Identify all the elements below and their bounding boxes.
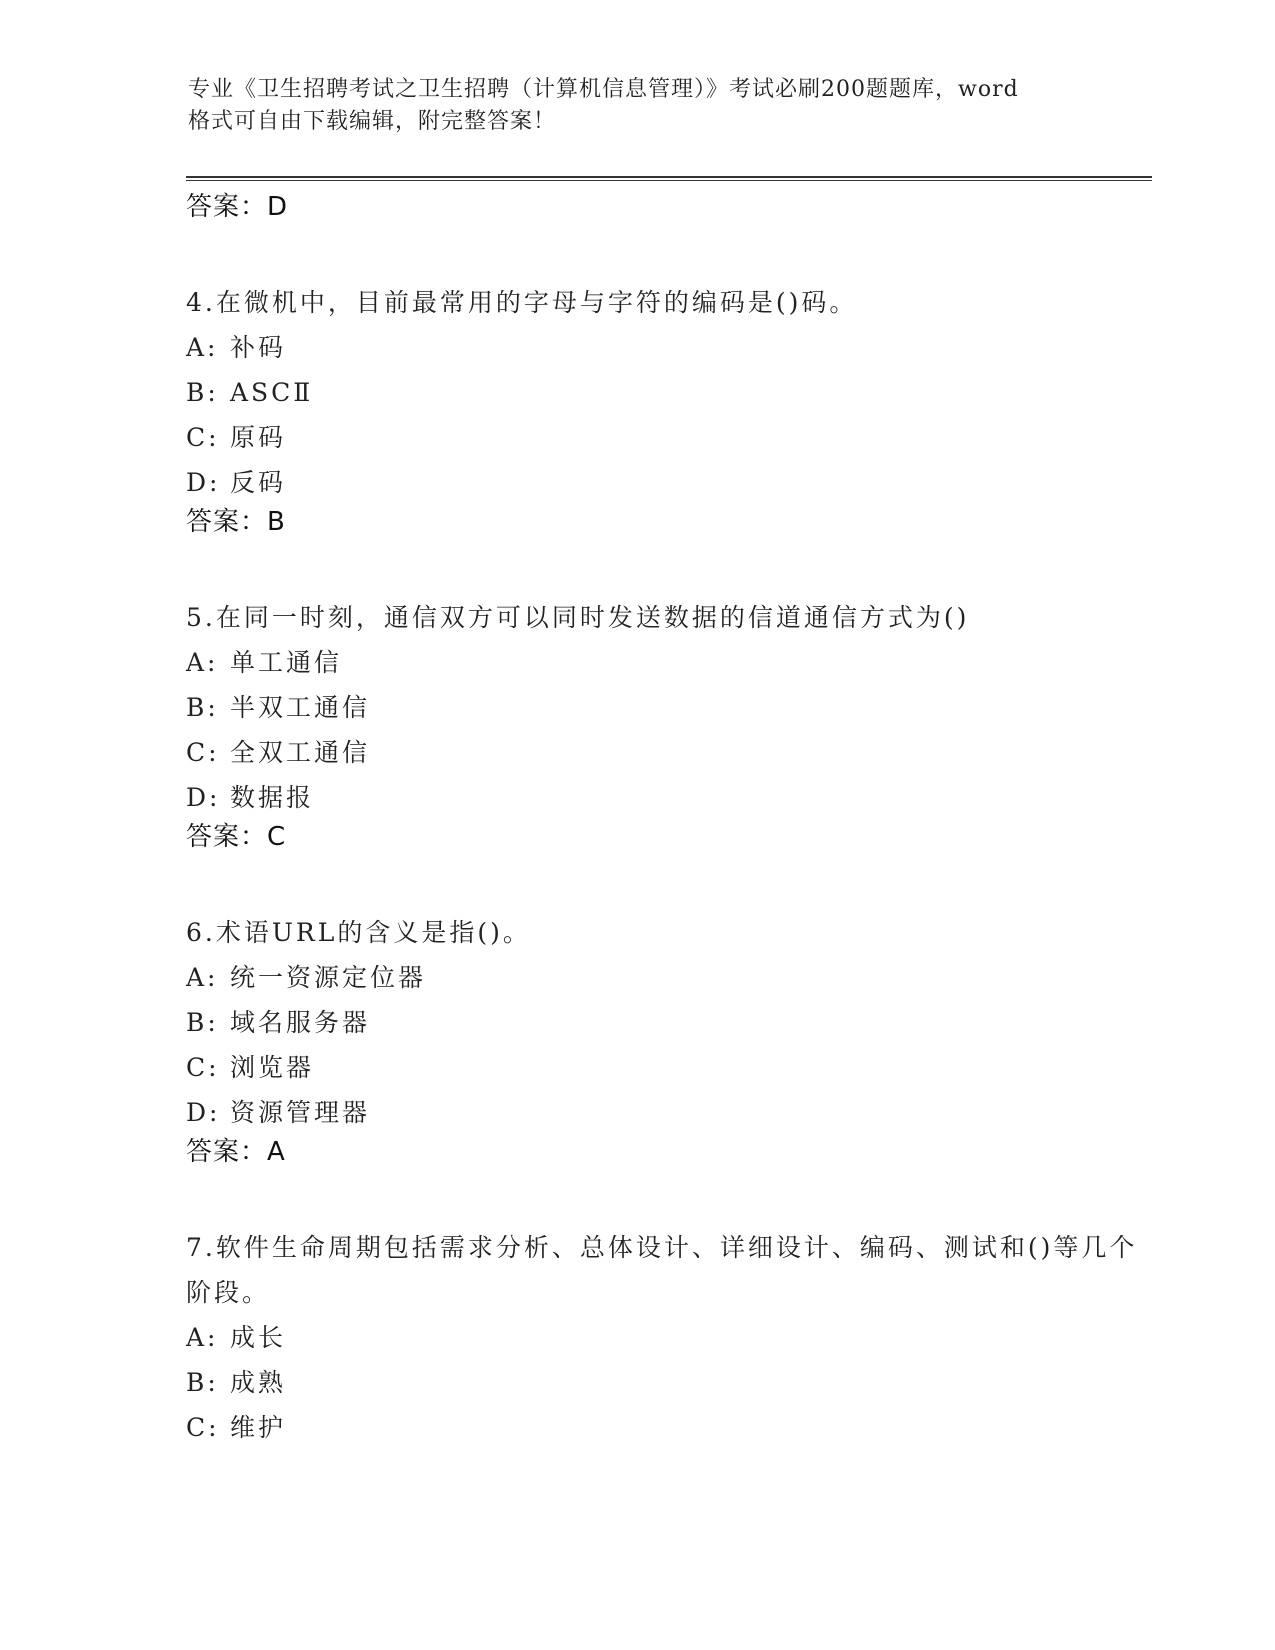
header-divider bbox=[186, 176, 1152, 181]
option-letter: C: bbox=[186, 1413, 220, 1442]
option-text: 成熟 bbox=[230, 1368, 287, 1397]
option-letter: A: bbox=[186, 648, 219, 677]
option-b bbox=[186, 1000, 1146, 1045]
option-a bbox=[186, 325, 1146, 370]
option-letter: A: bbox=[186, 1323, 219, 1352]
option-text: 成长 bbox=[230, 1323, 287, 1352]
option-c bbox=[186, 1405, 1146, 1450]
option-text: 域名服务器 bbox=[230, 1008, 371, 1037]
option-letter: A: bbox=[186, 963, 219, 992]
option-b bbox=[186, 1360, 1146, 1405]
question-4 bbox=[186, 280, 1146, 549]
option-b bbox=[186, 370, 1146, 415]
header-title-line-1: 专业《卫生招聘考试之卫生招聘（计算机信息管理）》考试必刷200题题库，word bbox=[188, 77, 1019, 102]
option-c bbox=[186, 415, 1146, 460]
option-text: 单工通信 bbox=[230, 648, 343, 677]
option-letter: D: bbox=[186, 1098, 221, 1127]
question-text: 7.软件生命周期包括需求分析、总体设计、详细设计、编码、测试和()等几个阶段。 bbox=[186, 1233, 1138, 1307]
option-text: 原码 bbox=[230, 423, 287, 452]
option-letter: C: bbox=[186, 1053, 220, 1082]
option-text: 补码 bbox=[230, 333, 287, 362]
header-title-line-2: 格式可自由下载编辑，附完整答案！ bbox=[188, 109, 557, 134]
option-letter: B: bbox=[186, 1368, 219, 1397]
option-d bbox=[186, 1090, 1146, 1135]
option-letter: A: bbox=[186, 333, 219, 362]
option-letter: D: bbox=[186, 468, 221, 497]
option-letter: B: bbox=[186, 378, 219, 407]
option-text: 半双工通信 bbox=[230, 693, 371, 722]
option-a bbox=[186, 955, 1146, 1000]
option-letter: B: bbox=[186, 693, 219, 722]
question-text: 5.在同一时刻，通信双方可以同时发送数据的信道通信方式为() bbox=[186, 603, 970, 632]
option-text: 浏览器 bbox=[230, 1053, 315, 1082]
answer-line: 答案：C bbox=[186, 822, 287, 852]
option-text: ASCⅡ bbox=[230, 378, 314, 407]
question-text: 6.术语URL的含义是指()。 bbox=[186, 918, 531, 947]
option-c bbox=[186, 730, 1146, 775]
question-text: 4.在微机中，目前最常用的字母与字符的编码是()码。 bbox=[186, 288, 858, 317]
option-d bbox=[186, 775, 1146, 820]
question-5 bbox=[186, 595, 1146, 864]
option-letter: B: bbox=[186, 1008, 219, 1037]
option-c bbox=[186, 1045, 1146, 1090]
option-text: 反码 bbox=[230, 468, 287, 497]
option-a bbox=[186, 640, 1146, 685]
option-b bbox=[186, 685, 1146, 730]
question-list bbox=[186, 190, 1146, 1450]
option-d bbox=[186, 460, 1146, 505]
option-text: 数据报 bbox=[230, 783, 315, 812]
option-letter: C: bbox=[186, 738, 220, 767]
option-letter: C: bbox=[186, 423, 220, 452]
option-text: 全双工通信 bbox=[230, 738, 371, 767]
option-text: 资源管理器 bbox=[230, 1098, 371, 1127]
document-header bbox=[188, 74, 1088, 138]
option-a bbox=[186, 1315, 1146, 1360]
option-text: 统一资源定位器 bbox=[230, 963, 427, 992]
answer-previous-question: 答案：D bbox=[186, 192, 289, 222]
question-7 bbox=[186, 1225, 1146, 1450]
question-6 bbox=[186, 910, 1146, 1179]
option-text: 维护 bbox=[230, 1413, 287, 1442]
answer-line: 答案：A bbox=[186, 1137, 286, 1167]
option-letter: D: bbox=[186, 783, 221, 812]
answer-line: 答案：B bbox=[186, 507, 286, 537]
